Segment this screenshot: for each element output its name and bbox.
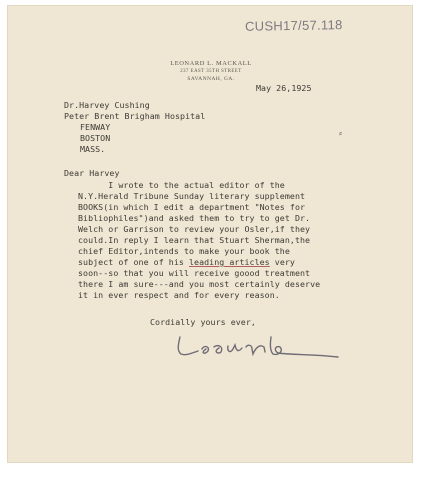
archive-reference: CUSH17/57.118	[244, 17, 343, 34]
body-line: BOOKS(in which I edit a department "Notes for	[78, 202, 306, 212]
margin-mark: ⸗	[339, 128, 342, 138]
body-line: soon--so that you will receive goood treatment	[78, 268, 311, 278]
recipient-line: FENWAY	[80, 122, 111, 132]
body-line-start: subject of one of his	[78, 257, 189, 267]
recipient-line: Dr.Harvey Cushing	[64, 100, 150, 110]
body-line: could.In reply I learn that Stuart Sherman,the	[78, 235, 311, 245]
body-line: chief Editor,intends to make your book the	[78, 246, 290, 256]
letter-date: May 26,1925	[256, 83, 312, 93]
letterhead-city: SAVANNAH, GA.	[187, 76, 235, 82]
body-line-with-underline	[78, 257, 295, 268]
body-line: I wrote to the actual editor of the	[78, 180, 285, 190]
body-line: it in ever respect and for every reason.	[78, 290, 280, 300]
body-line-end: very	[269, 257, 295, 267]
salutation: Dear Harvey	[64, 168, 120, 178]
body-line: N.Y.Herald Tribune Sunday literary supplement	[78, 191, 306, 201]
underlined-phrase: leading articles	[189, 257, 270, 267]
letterhead-name: LEONARD L. MACKALL	[170, 60, 252, 67]
letter-body	[78, 180, 398, 310]
letterhead-street: 237 EAST 35TH STREET	[180, 69, 242, 74]
body-line: Bibliophiles")and asked them to try to get Dr.	[78, 213, 311, 223]
body-line: there I am sure---and you most certainly deserve	[78, 279, 321, 289]
recipient-line: MASS.	[80, 144, 106, 154]
body-line: Welch or Garrison to review your Osler,if they	[78, 224, 311, 234]
letter-page	[7, 5, 413, 463]
recipient-line: Peter Brent Brigham Hospital	[64, 111, 206, 121]
signature-scribble	[172, 327, 347, 365]
closing: Cordially yours ever,	[150, 317, 256, 327]
recipient-line: BOSTON	[80, 133, 111, 143]
handwritten-signature	[172, 327, 347, 365]
